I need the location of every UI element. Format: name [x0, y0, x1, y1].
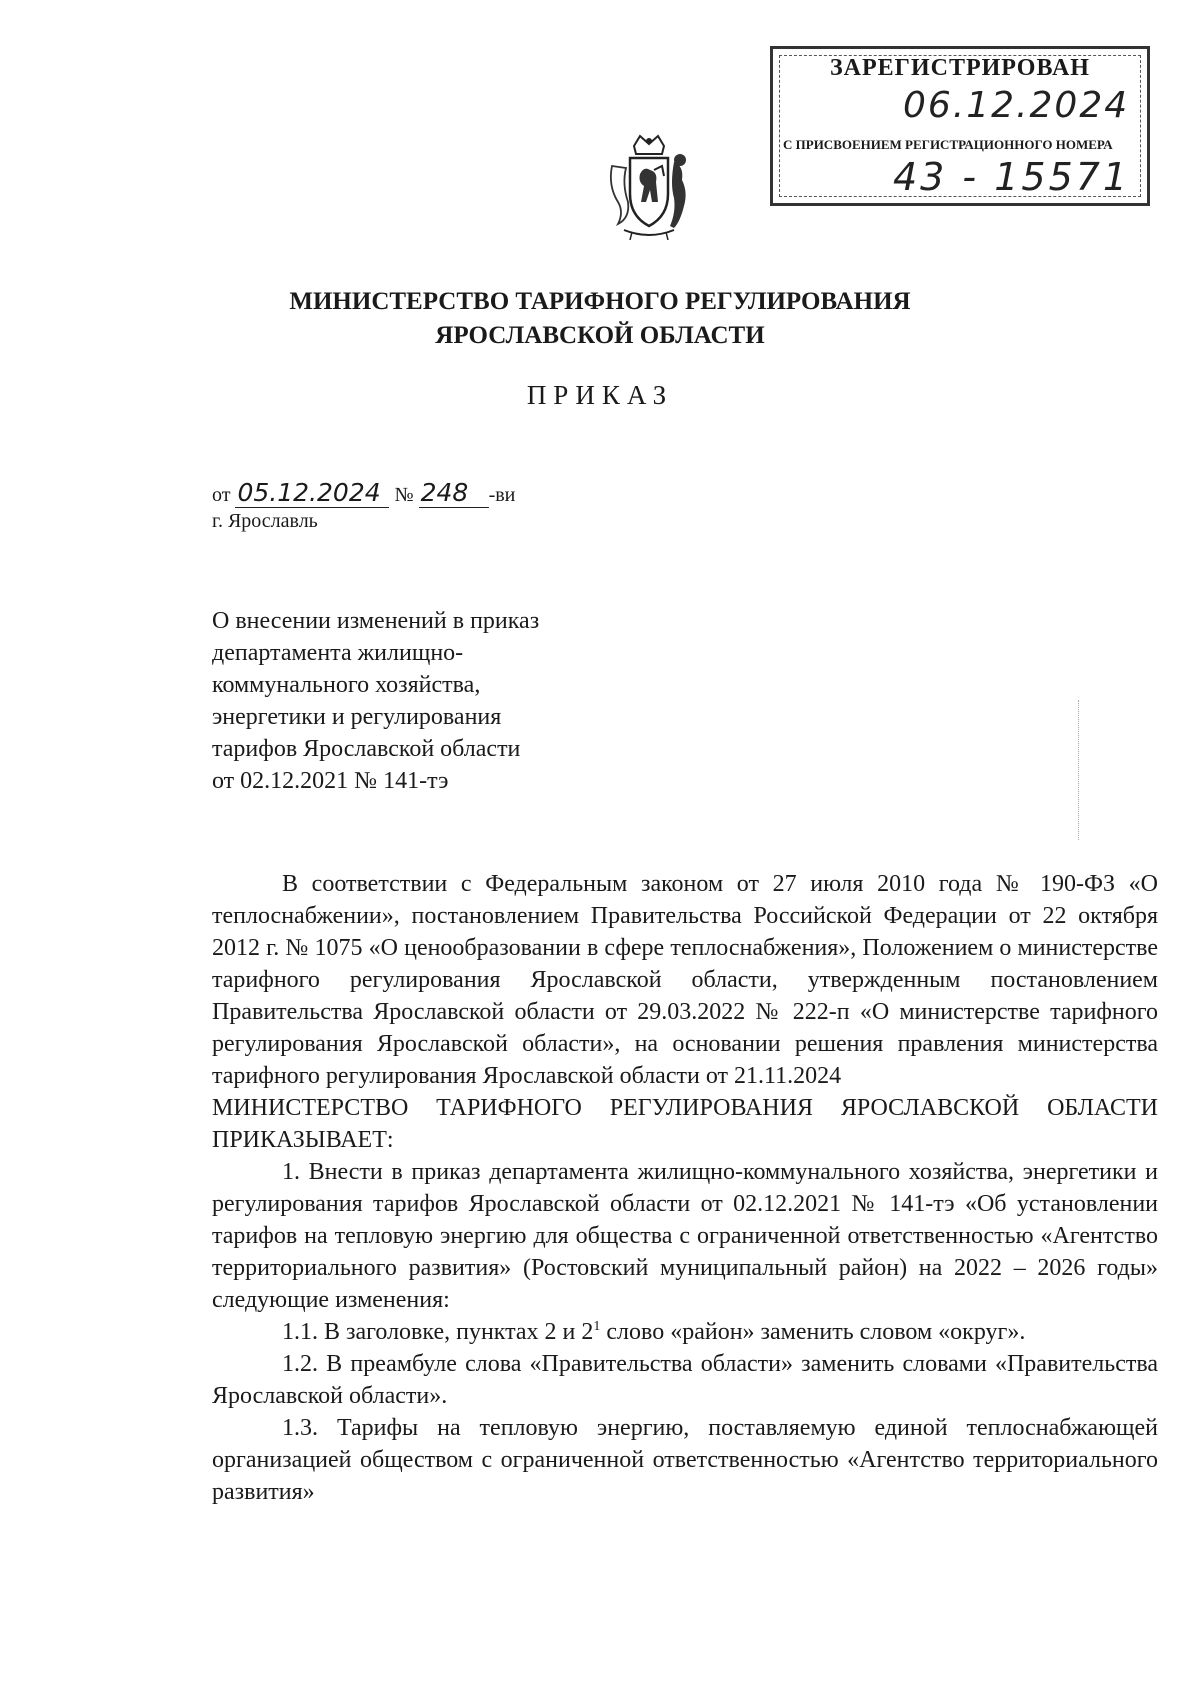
- document-date-line: [212, 478, 515, 508]
- item-1-2: 1.2. В преамбуле слова «Правительства области» заменить словами «Правительства Ярославской области».: [212, 1351, 1158, 1409]
- ministry-title: [250, 285, 950, 353]
- coat-of-arms-icon: [604, 132, 694, 244]
- stamp-subtitle: С ПРИСВОЕНИЕМ РЕГИСТРАЦИОННОГО НОМЕРА: [783, 137, 1113, 152]
- subject-line: энергетики и регулирования: [212, 704, 502, 730]
- document-date: 05.12.2024: [235, 478, 389, 508]
- stamp-registration-number: 43 - 15571: [893, 155, 1131, 199]
- preamble-paragraph: В соответствии с Федеральным законом от 27 июля 2010 года № 190-ФЗ «О теплоснабжении», постановлением Правительства Российской Федерации от 22 октября 2012 г. № 1075 «О ценообразовании в сфере теплоснабжения», Положением о министерстве тарифного регулирования Ярославской области, утвержденным постановлением Правительства Ярославской области от 29.03.2022 № 222-п «О министерстве тарифного регулирования Ярославской области», на основании решения правления министерства тарифного регулирования Ярославской области от 21.11.2024: [212, 871, 1158, 1089]
- subject-line: от 02.12.2021 № 141-тэ: [212, 768, 449, 794]
- item-1-1-superscript: 1: [593, 1319, 601, 1334]
- document-subject: [212, 605, 632, 797]
- item-1: 1. Внести в приказ департамента жилищно-коммунального хозяйства, энергетики и регулирования тарифов Ярославской области от 02.12.2021 № 141-тэ «Об установлении тарифов на тепловую энергию для общества с ограниченной ответственностью «Агентство территориального развития» (Ростовский муниципальный район) на 2022 – 2026 годы» следующие изменения:: [212, 1159, 1158, 1313]
- ministry-title-line1: МИНИСТЕРСТВО ТАРИФНОГО РЕГУЛИРОВАНИЯ: [289, 288, 911, 315]
- document-number: 248: [419, 478, 489, 508]
- subject-line: департамента жилищно-: [212, 640, 464, 666]
- stamp-date: 06.12.2024: [903, 85, 1130, 126]
- document-city: г. Ярославль: [212, 510, 318, 532]
- order-line: МИНИСТЕРСТВО ТАРИФНОГО РЕГУЛИРОВАНИЯ ЯРОСЛАВСКОЙ ОБЛАСТИ ПРИКАЗЫВАЕТ:: [212, 1095, 1158, 1153]
- subject-line: О внесении изменений в приказ: [212, 608, 540, 634]
- registration-stamp: [770, 46, 1150, 206]
- from-label: от: [212, 484, 231, 506]
- document-type: ПРИКАЗ: [526, 380, 674, 410]
- stamp-title: ЗАРЕГИСТРИРОВАН: [830, 55, 1090, 81]
- number-label: №: [394, 484, 414, 506]
- number-suffix: -ви: [488, 484, 516, 506]
- item-1-3: 1.3. Тарифы на тепловую энергию, поставляемую единой теплоснабжающей организацией обществом с ограниченной ответственностью «Агентство территориального развития»: [212, 1415, 1158, 1505]
- ministry-title-line2: ЯРОСЛАВСКОЙ ОБЛАСТИ: [435, 322, 765, 349]
- item-1-1-text: 1.1. В заголовке, пунктах 2 и 2: [282, 1319, 594, 1345]
- scan-margin-dots: [1078, 700, 1079, 840]
- subject-line: коммунального хозяйства,: [212, 672, 481, 698]
- subject-line: тарифов Ярославской области: [212, 736, 521, 762]
- item-1-1-text-end: слово «район» заменить словом «округ».: [600, 1319, 1026, 1345]
- document-body: [212, 868, 1158, 1508]
- item-1-1: [212, 1316, 1158, 1348]
